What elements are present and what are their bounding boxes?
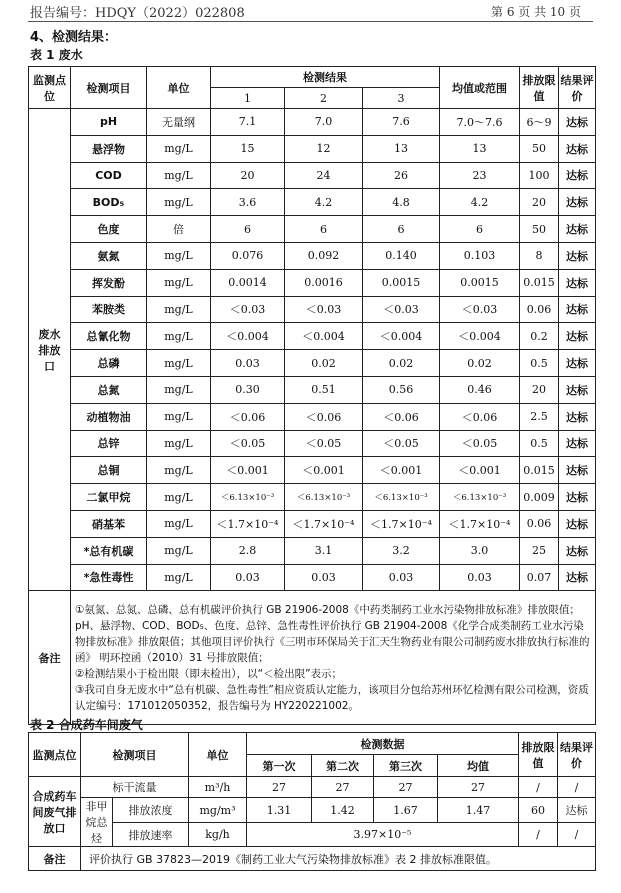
cell-avg: 3.0 [440, 537, 520, 564]
table-row [29, 350, 596, 377]
cell-v1: 0.076 [211, 242, 285, 269]
cell-limit: 0.06 [520, 510, 559, 537]
cell-v3: ＜0.05 [363, 430, 440, 457]
cell-v1: 0.0014 [211, 269, 285, 296]
cell-v3: 26 [363, 162, 440, 189]
cell-v2: 4.2 [285, 189, 363, 216]
cell-eval: 达标 [559, 564, 596, 591]
cell-v2: 12 [285, 135, 363, 162]
cell-item: *总有机碳 [71, 537, 147, 564]
cell-v1: 2.8 [211, 537, 285, 564]
cell-v2: 0.092 [285, 242, 363, 269]
cell-limit: 100 [520, 162, 559, 189]
cell-v1: 3.6 [211, 189, 285, 216]
cell-v1: ＜0.05 [211, 430, 285, 457]
cell-unit: mg/L [147, 189, 211, 216]
cell-limit: 0.2 [520, 323, 559, 350]
cell-item: 总氰化物 [71, 323, 147, 350]
table-row [29, 323, 596, 350]
table-row [29, 109, 596, 136]
cell-limit: 0.07 [520, 564, 559, 591]
cell-unit: mg/L [147, 564, 211, 591]
cell-item: 二氯甲烷 [71, 484, 147, 511]
table-row [29, 162, 596, 189]
remark-item: ①氨氮、总氮、总磷、总有机碳评价执行 GB 21906-2008《中药类制药工业水污染物排放标准》排放限值；pH、悬浮物、COD、BOD₅、色度、总锌、急性毒性评价执行 GB 21904-2008《化学合成类制药工业水污染物排放标准》排放限值；其他项目评价执行《三明市环保局关于汇天生物药业有限公司制药废水排放执行标准的函》 明环控函（2010）31 号排放限值； [75, 603, 590, 664]
flow-v1: 27 [247, 777, 312, 798]
cell-v2: 7.0 [285, 109, 363, 136]
conc-v2: 1.42 [312, 798, 374, 823]
cell-unit: mg/L [147, 242, 211, 269]
cell-unit: mg/L [147, 269, 211, 296]
cell-limit: 0.5 [520, 430, 559, 457]
t2-header-limit: 排放限值 [519, 733, 558, 777]
table-row [29, 430, 596, 457]
header-results: 检测结果 [211, 67, 440, 88]
section-title: 4、检测结果： [30, 30, 118, 45]
cell-avg: ＜0.004 [440, 323, 520, 350]
cell-limit: 0.5 [520, 350, 559, 377]
flow-limit: / [519, 777, 558, 798]
table-row [29, 564, 596, 591]
remark-text [71, 591, 596, 725]
conc-avg: 1.47 [438, 798, 519, 823]
cell-limit: 20 [520, 189, 559, 216]
cell-v3: ＜1.7×10⁻⁴ [363, 510, 440, 537]
cell-limit: 2.5 [520, 403, 559, 430]
cell-v3: 7.6 [363, 109, 440, 136]
cell-item: 挥发酚 [71, 269, 147, 296]
cell-eval: 达标 [559, 510, 596, 537]
cell-avg: 6 [440, 216, 520, 243]
cell-eval: 达标 [559, 403, 596, 430]
cell-unit: mg/L [147, 296, 211, 323]
cell-limit: 0.06 [520, 296, 559, 323]
t2-header-unit: 单位 [189, 733, 247, 777]
cell-v2: 0.02 [285, 350, 363, 377]
cell-v3: ＜6.13×10⁻³ [363, 484, 440, 511]
cell-v3: 3.2 [363, 537, 440, 564]
rate-eval: / [558, 823, 596, 847]
cell-v2: ＜0.05 [285, 430, 363, 457]
cell-item: 动植物油 [71, 403, 147, 430]
header-limit: 排放限值 [520, 67, 559, 109]
cell-unit: mg/L [147, 162, 211, 189]
t2-header-c3: 第三次 [374, 755, 438, 777]
cell-eval: 达标 [559, 189, 596, 216]
cell-item: 色度 [71, 216, 147, 243]
header-run-2: 2 [285, 88, 363, 109]
cell-limit: 20 [520, 376, 559, 403]
cell-limit: 0.015 [520, 269, 559, 296]
cell-eval: 达标 [559, 484, 596, 511]
table-row [29, 242, 596, 269]
cell-limit: 50 [520, 216, 559, 243]
header-unit: 单位 [147, 67, 211, 109]
cell-v3: ＜0.03 [363, 296, 440, 323]
cell-avg: ＜1.7×10⁻⁴ [440, 510, 520, 537]
cell-v1: ＜0.03 [211, 296, 285, 323]
table2-caption: 表 2 合成药车间废气 [30, 718, 143, 732]
header-rule [28, 21, 593, 22]
cell-eval: 达标 [559, 242, 596, 269]
header-run-3: 3 [363, 88, 440, 109]
cell-eval: 达标 [559, 216, 596, 243]
cell-v3: 0.03 [363, 564, 440, 591]
flow-eval: / [558, 777, 596, 798]
cell-v2: ＜0.06 [285, 403, 363, 430]
cell-v1: 0.03 [211, 350, 285, 377]
cell-item: BOD₅ [71, 189, 147, 216]
conc-eval: 达标 [558, 798, 596, 823]
cell-unit: mg/L [147, 403, 211, 430]
rate-item: 排放速率 [113, 823, 189, 847]
cell-eval: 达标 [559, 457, 596, 484]
cell-v3: ＜0.001 [363, 457, 440, 484]
cell-v2: 24 [285, 162, 363, 189]
table1-caption: 表 1 废水 [30, 48, 83, 62]
cell-v3: 0.140 [363, 242, 440, 269]
cell-item: *急性毒性 [71, 564, 147, 591]
conc-v3: 1.67 [374, 798, 438, 823]
remark-row [29, 591, 596, 725]
cell-eval: 达标 [559, 537, 596, 564]
cell-avg: 0.103 [440, 242, 520, 269]
cell-v2: ＜0.03 [285, 296, 363, 323]
remark-item: ③我司自身无废水中“总有机碳、急性毒性”相应资质认定能力，该项目分包给苏州环忆检测有限公司检测，资质认定编号：171012050352，报告编号为 HY220221002。 [75, 683, 589, 712]
cell-eval: 达标 [559, 109, 596, 136]
cell-v3: 0.56 [363, 376, 440, 403]
conc-limit: 60 [519, 798, 558, 823]
cell-limit: 6～9 [520, 109, 559, 136]
cell-limit: 50 [520, 135, 559, 162]
cell-item: 硝基苯 [71, 510, 147, 537]
rate-value: 3.97×10⁻⁵ [247, 823, 519, 847]
cell-v3: ＜0.06 [363, 403, 440, 430]
cell-v1: 20 [211, 162, 285, 189]
cell-v3: 4.8 [363, 189, 440, 216]
location-cell: 废水排放口 [29, 109, 71, 591]
cell-v2: 0.03 [285, 564, 363, 591]
cell-avg: 0.46 [440, 376, 520, 403]
cell-v1: 0.30 [211, 376, 285, 403]
cell-unit: mg/L [147, 430, 211, 457]
flow-item: 标干流量 [81, 777, 189, 798]
cell-v1: ＜0.004 [211, 323, 285, 350]
cell-v2: 0.0016 [285, 269, 363, 296]
cell-avg: 0.0015 [440, 269, 520, 296]
t2-location: 合成药车间废气排放口 [29, 777, 81, 847]
table-row [29, 216, 596, 243]
flow-v3: 27 [374, 777, 438, 798]
page-number: 第 6 页 共 10 页 [491, 5, 581, 19]
cell-v1: 15 [211, 135, 285, 162]
cell-item: COD [71, 162, 147, 189]
cell-unit: mg/L [147, 537, 211, 564]
cell-avg: 23 [440, 162, 520, 189]
cell-v2: 3.1 [285, 537, 363, 564]
cell-avg: 13 [440, 135, 520, 162]
cell-eval: 达标 [559, 350, 596, 377]
table-row [29, 135, 596, 162]
rate-limit: / [519, 823, 558, 847]
t2-header-avg: 均值 [438, 755, 519, 777]
exhaust-gas-table [28, 732, 596, 871]
t2-header-data: 检测数据 [247, 733, 519, 755]
remark-label: 备注 [29, 591, 71, 725]
cell-item: 总磷 [71, 350, 147, 377]
cell-eval: 达标 [559, 376, 596, 403]
remark-item: ②检测结果小于检出限（即未检出），以“＜检出限”表示； [75, 667, 343, 680]
cell-v1: ＜1.7×10⁻⁴ [211, 510, 285, 537]
table-row [29, 269, 596, 296]
nmhc-label: 非甲烷总烃 [81, 798, 113, 847]
cell-v3: 0.0015 [363, 269, 440, 296]
header-item: 检测项目 [71, 67, 147, 109]
t2-remark-label: 备注 [29, 847, 81, 871]
cell-eval: 达标 [559, 323, 596, 350]
cell-avg: ＜6.13×10⁻³ [440, 484, 520, 511]
cell-item: 苯胺类 [71, 296, 147, 323]
cell-eval: 达标 [559, 296, 596, 323]
cell-unit: mg/L [147, 135, 211, 162]
table-row [29, 376, 596, 403]
header-run-1: 1 [211, 88, 285, 109]
cell-limit: 0.009 [520, 484, 559, 511]
cell-unit: mg/L [147, 376, 211, 403]
table-row [29, 189, 596, 216]
cell-avg: 7.0～7.6 [440, 109, 520, 136]
cell-item: 悬浮物 [71, 135, 147, 162]
cell-v2: ＜1.7×10⁻⁴ [285, 510, 363, 537]
cell-unit: mg/L [147, 510, 211, 537]
cell-v1: 6 [211, 216, 285, 243]
cell-v2: ＜0.004 [285, 323, 363, 350]
conc-v1: 1.31 [247, 798, 312, 823]
cell-v3: 0.02 [363, 350, 440, 377]
cell-eval: 达标 [559, 162, 596, 189]
table-row [29, 296, 596, 323]
cell-avg: 0.02 [440, 350, 520, 377]
t2-header-item: 检测项目 [81, 733, 189, 777]
cell-v2: ＜0.001 [285, 457, 363, 484]
cell-avg: 0.03 [440, 564, 520, 591]
header-eval: 结果评价 [559, 67, 596, 109]
cell-item: 总氮 [71, 376, 147, 403]
cell-limit: 8 [520, 242, 559, 269]
cell-avg: ＜0.03 [440, 296, 520, 323]
cell-avg: ＜0.06 [440, 403, 520, 430]
wastewater-table [28, 66, 596, 725]
cell-v3: 13 [363, 135, 440, 162]
header-point: 监测点位 [29, 67, 71, 109]
cell-v2: ＜6.13×10⁻³ [285, 484, 363, 511]
t2-header-c1: 第一次 [247, 755, 312, 777]
cell-item: pH [71, 109, 147, 136]
page-header [0, 0, 621, 22]
table-row [29, 403, 596, 430]
cell-unit: mg/L [147, 484, 211, 511]
t2-header-c2: 第二次 [312, 755, 374, 777]
cell-v1: ＜0.06 [211, 403, 285, 430]
flow-unit: m³/h [189, 777, 247, 798]
cell-limit: 25 [520, 537, 559, 564]
cell-v1: 0.03 [211, 564, 285, 591]
cell-avg: 4.2 [440, 189, 520, 216]
conc-item: 排放浓度 [113, 798, 189, 823]
flow-v2: 27 [312, 777, 374, 798]
table-row [29, 537, 596, 564]
cell-v3: 6 [363, 216, 440, 243]
cell-item: 氨氮 [71, 242, 147, 269]
cell-v1: ＜0.001 [211, 457, 285, 484]
cell-eval: 达标 [559, 269, 596, 296]
flow-avg: 27 [438, 777, 519, 798]
cell-unit: 无量纲 [147, 109, 211, 136]
table-row [29, 510, 596, 537]
conc-unit: mg/m³ [189, 798, 247, 823]
table-row [29, 484, 596, 511]
cell-eval: 达标 [559, 430, 596, 457]
rate-unit: kg/h [189, 823, 247, 847]
cell-avg: ＜0.001 [440, 457, 520, 484]
t2-header-eval: 结果评价 [558, 733, 596, 777]
t2-remark: 评价执行 GB 37823—2019《制药工业大气污染物排放标准》表 2 排放标准限值。 [81, 847, 596, 871]
cell-item: 总铜 [71, 457, 147, 484]
t2-header-point: 监测点位 [29, 733, 81, 777]
cell-unit: 倍 [147, 216, 211, 243]
cell-avg: ＜0.05 [440, 430, 520, 457]
cell-limit: 0.015 [520, 457, 559, 484]
report-number: 报告编号：HDQY（2022）022808 [30, 6, 245, 21]
cell-v3: ＜0.004 [363, 323, 440, 350]
cell-unit: mg/L [147, 350, 211, 377]
cell-v2: 6 [285, 216, 363, 243]
cell-item: 总锌 [71, 430, 147, 457]
cell-unit: mg/L [147, 457, 211, 484]
cell-v1: 7.1 [211, 109, 285, 136]
cell-eval: 达标 [559, 135, 596, 162]
cell-v2: 0.51 [285, 376, 363, 403]
cell-v1: ＜6.13×10⁻³ [211, 484, 285, 511]
header-avg: 均值或范围 [440, 67, 520, 109]
table-row [29, 457, 596, 484]
cell-unit: mg/L [147, 323, 211, 350]
